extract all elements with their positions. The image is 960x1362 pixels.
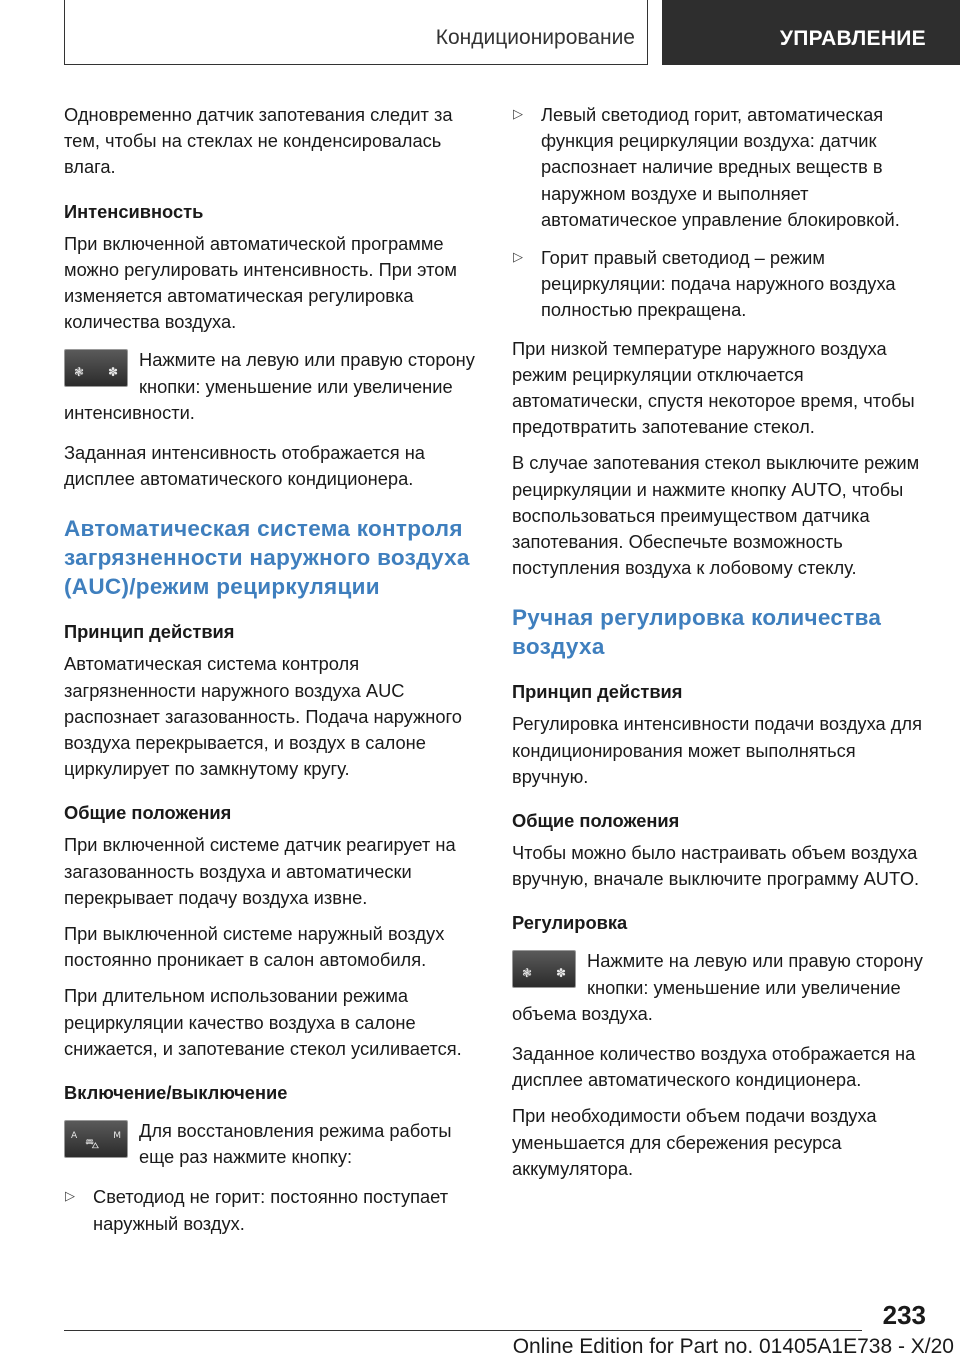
paragraph: Автоматическая система контроля загрязненности наружного воздуха AUC распознает загазованность. Подача наружного воздуха перекрывается, и воздух в салоне циркулирует по замкнутому кругу. xyxy=(64,653,462,780)
paragraph: Заданное количество воздуха отображается на дисплее автоматического кондиционера. xyxy=(512,1043,916,1091)
instruction-text: Для восстановления режима работы еще раз нажмите кнопку: xyxy=(139,1120,452,1168)
paragraph: При длительном использовании режима рециркуляции качество воздуха в салоне снижается, и запотевание стекол усиливается. xyxy=(64,985,462,1059)
left-column xyxy=(64,102,476,1249)
paragraph: Заданная интенсивность отображается на дисплее автоматического кондиционера. xyxy=(64,442,425,490)
fan-large-icon: ✽ xyxy=(107,365,118,380)
subheading-general: Общие положения xyxy=(64,802,232,824)
paragraph: При выключенной системе наружный воздух постоянно проникает в салон автомобиля. xyxy=(64,923,445,971)
button-instruction xyxy=(64,1118,476,1170)
footer-divider xyxy=(64,1330,862,1331)
list-item: ▷ Светодиод не горит: постоянно поступает наружный воздух. xyxy=(65,1186,449,1234)
subheading-intensity: Интенсивность xyxy=(64,200,204,222)
fan-speed-button-image xyxy=(64,349,128,387)
chapter-tab xyxy=(64,0,648,65)
fan-large-icon: ✽ xyxy=(555,966,566,981)
led-state-list-continued xyxy=(512,102,924,324)
fan-small-icon: ❃ xyxy=(522,966,533,981)
section-tab xyxy=(662,0,960,65)
paragraph: Одновременно датчик запотевания следит за тем, чтобы на стеклах не конденсировалась влага. xyxy=(64,104,453,178)
subheading-adjust: Регулировка xyxy=(512,912,628,934)
subheading-onoff: Включение/выключение xyxy=(64,1082,288,1104)
button-instruction xyxy=(64,347,476,426)
car-recirculation-icon: ⛍ xyxy=(85,1136,100,1153)
triangle-bullet-icon: ▷ xyxy=(513,107,523,122)
auc-a-label: A xyxy=(71,1131,78,1142)
chapter-title: Кондиционирование xyxy=(435,26,635,49)
auc-button-image xyxy=(64,1120,128,1158)
paragraph: При низкой температуре наружного воздуха режим рециркуляции отключается автоматически, спустя некоторое время, чтобы предотвратить запотевание стекол. xyxy=(512,337,915,438)
auc-m-label: M xyxy=(113,1131,121,1142)
led-state-list xyxy=(64,1184,476,1236)
section-heading-auc: Автоматическая система контроля загрязненности наружного воздуха (AUC)/режим рециркуляции xyxy=(64,516,470,600)
fan-speed-button-image xyxy=(512,950,576,988)
instruction-text: Нажмите на левую или правую сторону кнопки: уменьшение или увеличение интенсивности. xyxy=(64,349,475,423)
paragraph: При включенной системе датчик реагирует на загазованность воздуха и автоматически перекрывает подачу воздуха извне. xyxy=(64,834,456,908)
section-heading-manual: Ручная регулировка количества воздуха xyxy=(512,605,882,660)
subheading-principle: Принцип действия xyxy=(64,621,235,643)
paragraph: При включенной автоматической программе можно регулировать интенсивность. При этом изменяется автоматическая регулировка количества воздуха. xyxy=(64,232,457,333)
triangle-bullet-icon: ▷ xyxy=(513,250,523,266)
page-header xyxy=(0,0,960,65)
paragraph: В случае запотевания стекол выключите режим рециркуляции и нажмите кнопку AUTO, чтобы воспользоваться преимуществом датчика запотевания. Обеспечьте возможность поступления воздуха к лобовому стеклу. xyxy=(512,452,920,579)
paragraph: Регулировка интенсивности подачи воздуха для кондиционирования может выполняться вручную. xyxy=(512,713,922,787)
subheading-principle: Принцип действия xyxy=(512,681,683,703)
paragraph: Чтобы можно было настраивать объем воздуха вручную, вначале выключите программу AUTO. xyxy=(512,842,920,890)
triangle-bullet-icon: ▷ xyxy=(65,1189,75,1205)
page-number: 233 xyxy=(882,1300,926,1330)
button-instruction xyxy=(512,948,924,1027)
edition-note: Online Edition for Part no. 01405A1E738 - X/20 xyxy=(512,1335,954,1358)
fan-small-icon: ❃ xyxy=(74,365,85,380)
paragraph: При необходимости объем подачи воздуха уменьшается для сбережения ресурса аккумулятора. xyxy=(512,1105,877,1179)
section-title: УПРАВЛЕНИЕ xyxy=(779,27,926,50)
list-item: ▷ Горит правый светодиод – режим рециркуляции: подача наружного воздуха полностью прекращена. xyxy=(513,247,896,321)
instruction-text: Нажмите на левую или правую сторону кнопки: уменьшение или увеличение объема воздуха. xyxy=(512,950,923,1024)
subheading-general: Общие положения xyxy=(512,810,680,832)
list-item: ▷ Левый светодиод горит, автоматическая функция рециркуляции воздуха: датчик распознает наличие вредных веществ в наружном воздухе и выполняет автоматическое управление блокировкой. xyxy=(513,104,900,230)
right-column xyxy=(512,102,924,1192)
